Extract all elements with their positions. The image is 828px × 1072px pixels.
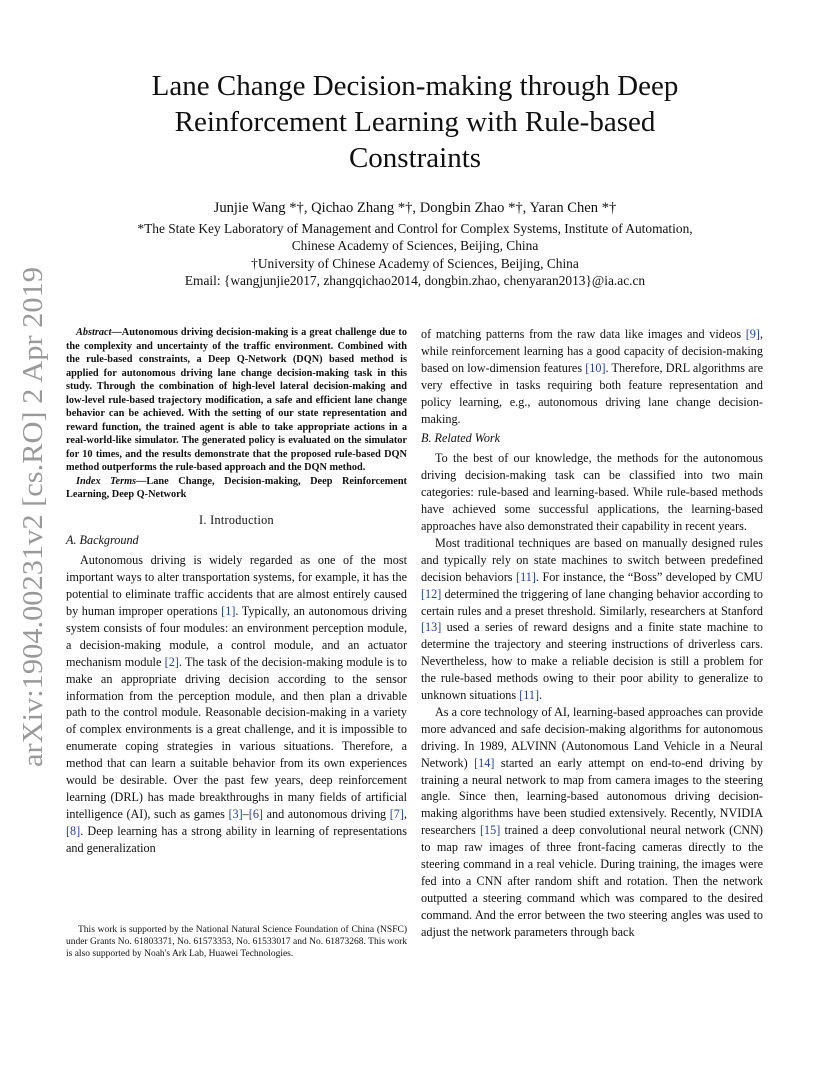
index-terms [66, 475, 407, 502]
author-block [90, 200, 740, 290]
citation-link[interactable]: [9] [745, 327, 760, 341]
paragraph [421, 450, 763, 535]
abstract-text: —Autonomous driving decision-making is a great challenge due to the complexity and uncertainty of the traffic environment. Combined with the rule-based constraints, a Deep Q-Network (DQN) based method is applied for autonomous driving lane change decision-making task in this study. Through the combination of high-level lateral decision-making and low-level rule-based trajectory modification, a safe and efficient lane change behavior can be achieved. With the setting of our state representation and reward function, the trained agent is able to take appropriate actions in a real-world-like simulator. The generated policy is evaluated on the simulator for 10 times, and the results demonstrate that the proposed rule-based DQN method outperforms the rule-based approach and the DQN method. [66, 327, 407, 473]
paragraph-text: trained a deep convolutional neural network (CNN) to map raw images of three front-facing cameras directly to the steering command in a real vehicle. During training, the images were fed into a CNN after random shift and rotation. Then the network outputted a steering command which was compared to the desired command. And the error between the two steering angles was used to adjust the network parameters through back [421, 823, 763, 939]
paragraph-text: . The task of the decision-making module is to make an appropriate driving decision according to the sensor information from the perception module, and then plan a drivable path to the control module. Reasonable decision-making in a variety of complex environments is a great challenge, and it is impossible to enumerate coping strategies in various situations. Therefore, a method that can learn a suitable behavior from its own experiences would be desirable. Over the past few years, deep reinforcement learning (DRL) has made breakthroughs in many fields of artificial intelligence (AI), such as games [66, 654, 408, 821]
paragraph-text: , [403, 806, 407, 821]
author-emails: Email: {wangjunjie2017, zhangqichao2014, dongbin.zhao, chenyaran2013}@ia.ac.cn [184, 273, 646, 288]
section-heading: I. Introduction [199, 512, 274, 527]
paragraph-text: started an early attempt on end-to-end driving by training a neural network to map from camera images to the steering angle. Since then, learning-based autonomous driving decision-making algorithms have been studied extensively. Recently, NVIDIA researchers [421, 755, 763, 838]
citation-link[interactable]: [12] [421, 586, 442, 601]
author-names: Junjie Wang *†, Qichao Zhang *†, Dongbin Zhao *†, Yaran Chen *† [213, 200, 617, 216]
paragraph [421, 326, 763, 427]
affiliation-1: *The State Key Laboratory of Management and Control for Complex Systems, Institute of Automation, [137, 220, 693, 236]
paragraph [66, 552, 407, 856]
citation-link[interactable]: [8] [66, 823, 81, 838]
citation-link[interactable]: [2] [164, 654, 179, 669]
paragraph-text: and autonomous driving [262, 806, 390, 821]
paragraph [421, 535, 763, 704]
citation-link[interactable]: [1] [221, 604, 236, 619]
title-line: Constraints [348, 142, 482, 174]
abstract [66, 326, 407, 475]
paragraph-text: , while reinforcement learning has a good capacity of decision-making based on low-dimension features [421, 327, 763, 375]
footnote: This work is supported by the National Natural Science Foundation of China (NSFC) under Grants No. 61803371, No. 61573353, No. 61533017 and No. 61873268. This work is also supported by Noah's Ark Lab, Huawei Technologies. [66, 925, 407, 959]
paragraph-text: As a core technology of AI, learning-based approaches can provide more advanced and safe decision-making algorithms for autonomous driving. In 1989, ALVINN (Autonomous Land Vehicle in a Neural Network) [421, 704, 763, 770]
affiliation-2: †University of Chinese Academy of Sciences, Beijing, China [251, 255, 579, 271]
paragraph-text: . [539, 688, 543, 703]
affiliation-1-cont: Chinese Academy of Sciences, Beijing, China [291, 238, 539, 253]
subsection-heading: A. Background [66, 533, 139, 548]
abstract-label: Abstract [76, 327, 112, 338]
citation-link[interactable]: [7] [389, 806, 404, 821]
index-terms-label: Index Terms [76, 475, 137, 487]
left-column [66, 326, 407, 857]
paragraph-text: determined the triggering of lane changing behavior according to certain rules and a preset threshold. Similarly, researchers at Stanford [421, 586, 763, 618]
paragraph-text: . Deep learning has a strong ability in learning of representations and generalization [66, 823, 407, 855]
citation-link[interactable]: [3] [228, 806, 243, 821]
index-terms-text: —Lane Change, Decision-making, Deep Reinforcement Learning, Deep Q-Network [66, 475, 407, 500]
citation-link[interactable]: [10] [585, 360, 606, 375]
right-column [421, 326, 763, 941]
citation-link[interactable]: [14] [474, 755, 495, 770]
paragraph-text: . Therefore, DRL algorithms are very effective in tasks requiring both feature representation and policy learning, e.g., autonomous driving lane change decision-making. [421, 360, 763, 426]
paragraph-text: used a series of reward designs and a finite state machine to determine the trajectory and steering instructions of driverless cars. Nevertheless, how to make a reliable decision is still a problem for the rule-based methods owing to their poor ability to generalize to unknown situations [421, 620, 763, 703]
subsection-heading: B. Related Work [421, 431, 501, 446]
paragraph-text: – [242, 806, 249, 821]
arxiv-identifier [12, 262, 52, 772]
paragraph-text: . For instance, the “Boss” developed by CMU [535, 569, 763, 584]
citation-link[interactable]: [15] [479, 823, 501, 838]
citation-link[interactable]: [6] [248, 806, 263, 821]
title-line: Reinforcement Learning with Rule-based [174, 106, 656, 138]
paragraph-text: . Typically, an autonomous driving system consists of four modules: an environment perception module, a decision-making module, a control module, and an actuator mechanism module [66, 604, 407, 669]
citation-link[interactable]: [11] [516, 569, 536, 584]
paragraph-text: Most traditional techniques are based on manually designed rules and typically rely on state machines to switch between predefined decision behaviors [421, 535, 763, 584]
paragraph-text: Autonomous driving is widely regarded as one of the most important ways to alter transportation systems, for example, it has the potential to eliminate traffic accidents that are almost entirely caused by human improper operations [66, 553, 407, 619]
title-line: Lane Change Decision-making through Deep [151, 70, 679, 102]
citation-link[interactable]: [11] [519, 688, 540, 703]
paper-title [90, 68, 740, 176]
paragraph-text: of matching patterns from the raw data like images and videos [421, 327, 746, 341]
citation-link[interactable]: [13] [421, 620, 442, 635]
paragraph [421, 704, 763, 941]
arxiv-id-text: arXiv:1904.00231v2 [cs.RO] 2 Apr 2019 [17, 290, 49, 767]
paragraph-text: To the best of our knowledge, the methods for the autonomous driving decision-making task can be classified into two main categories: rule-based and learning-based. While rule-based methods have achieved some successful applications, the learning-based approaches have also demonstrated their capability in recent years. [421, 451, 763, 533]
